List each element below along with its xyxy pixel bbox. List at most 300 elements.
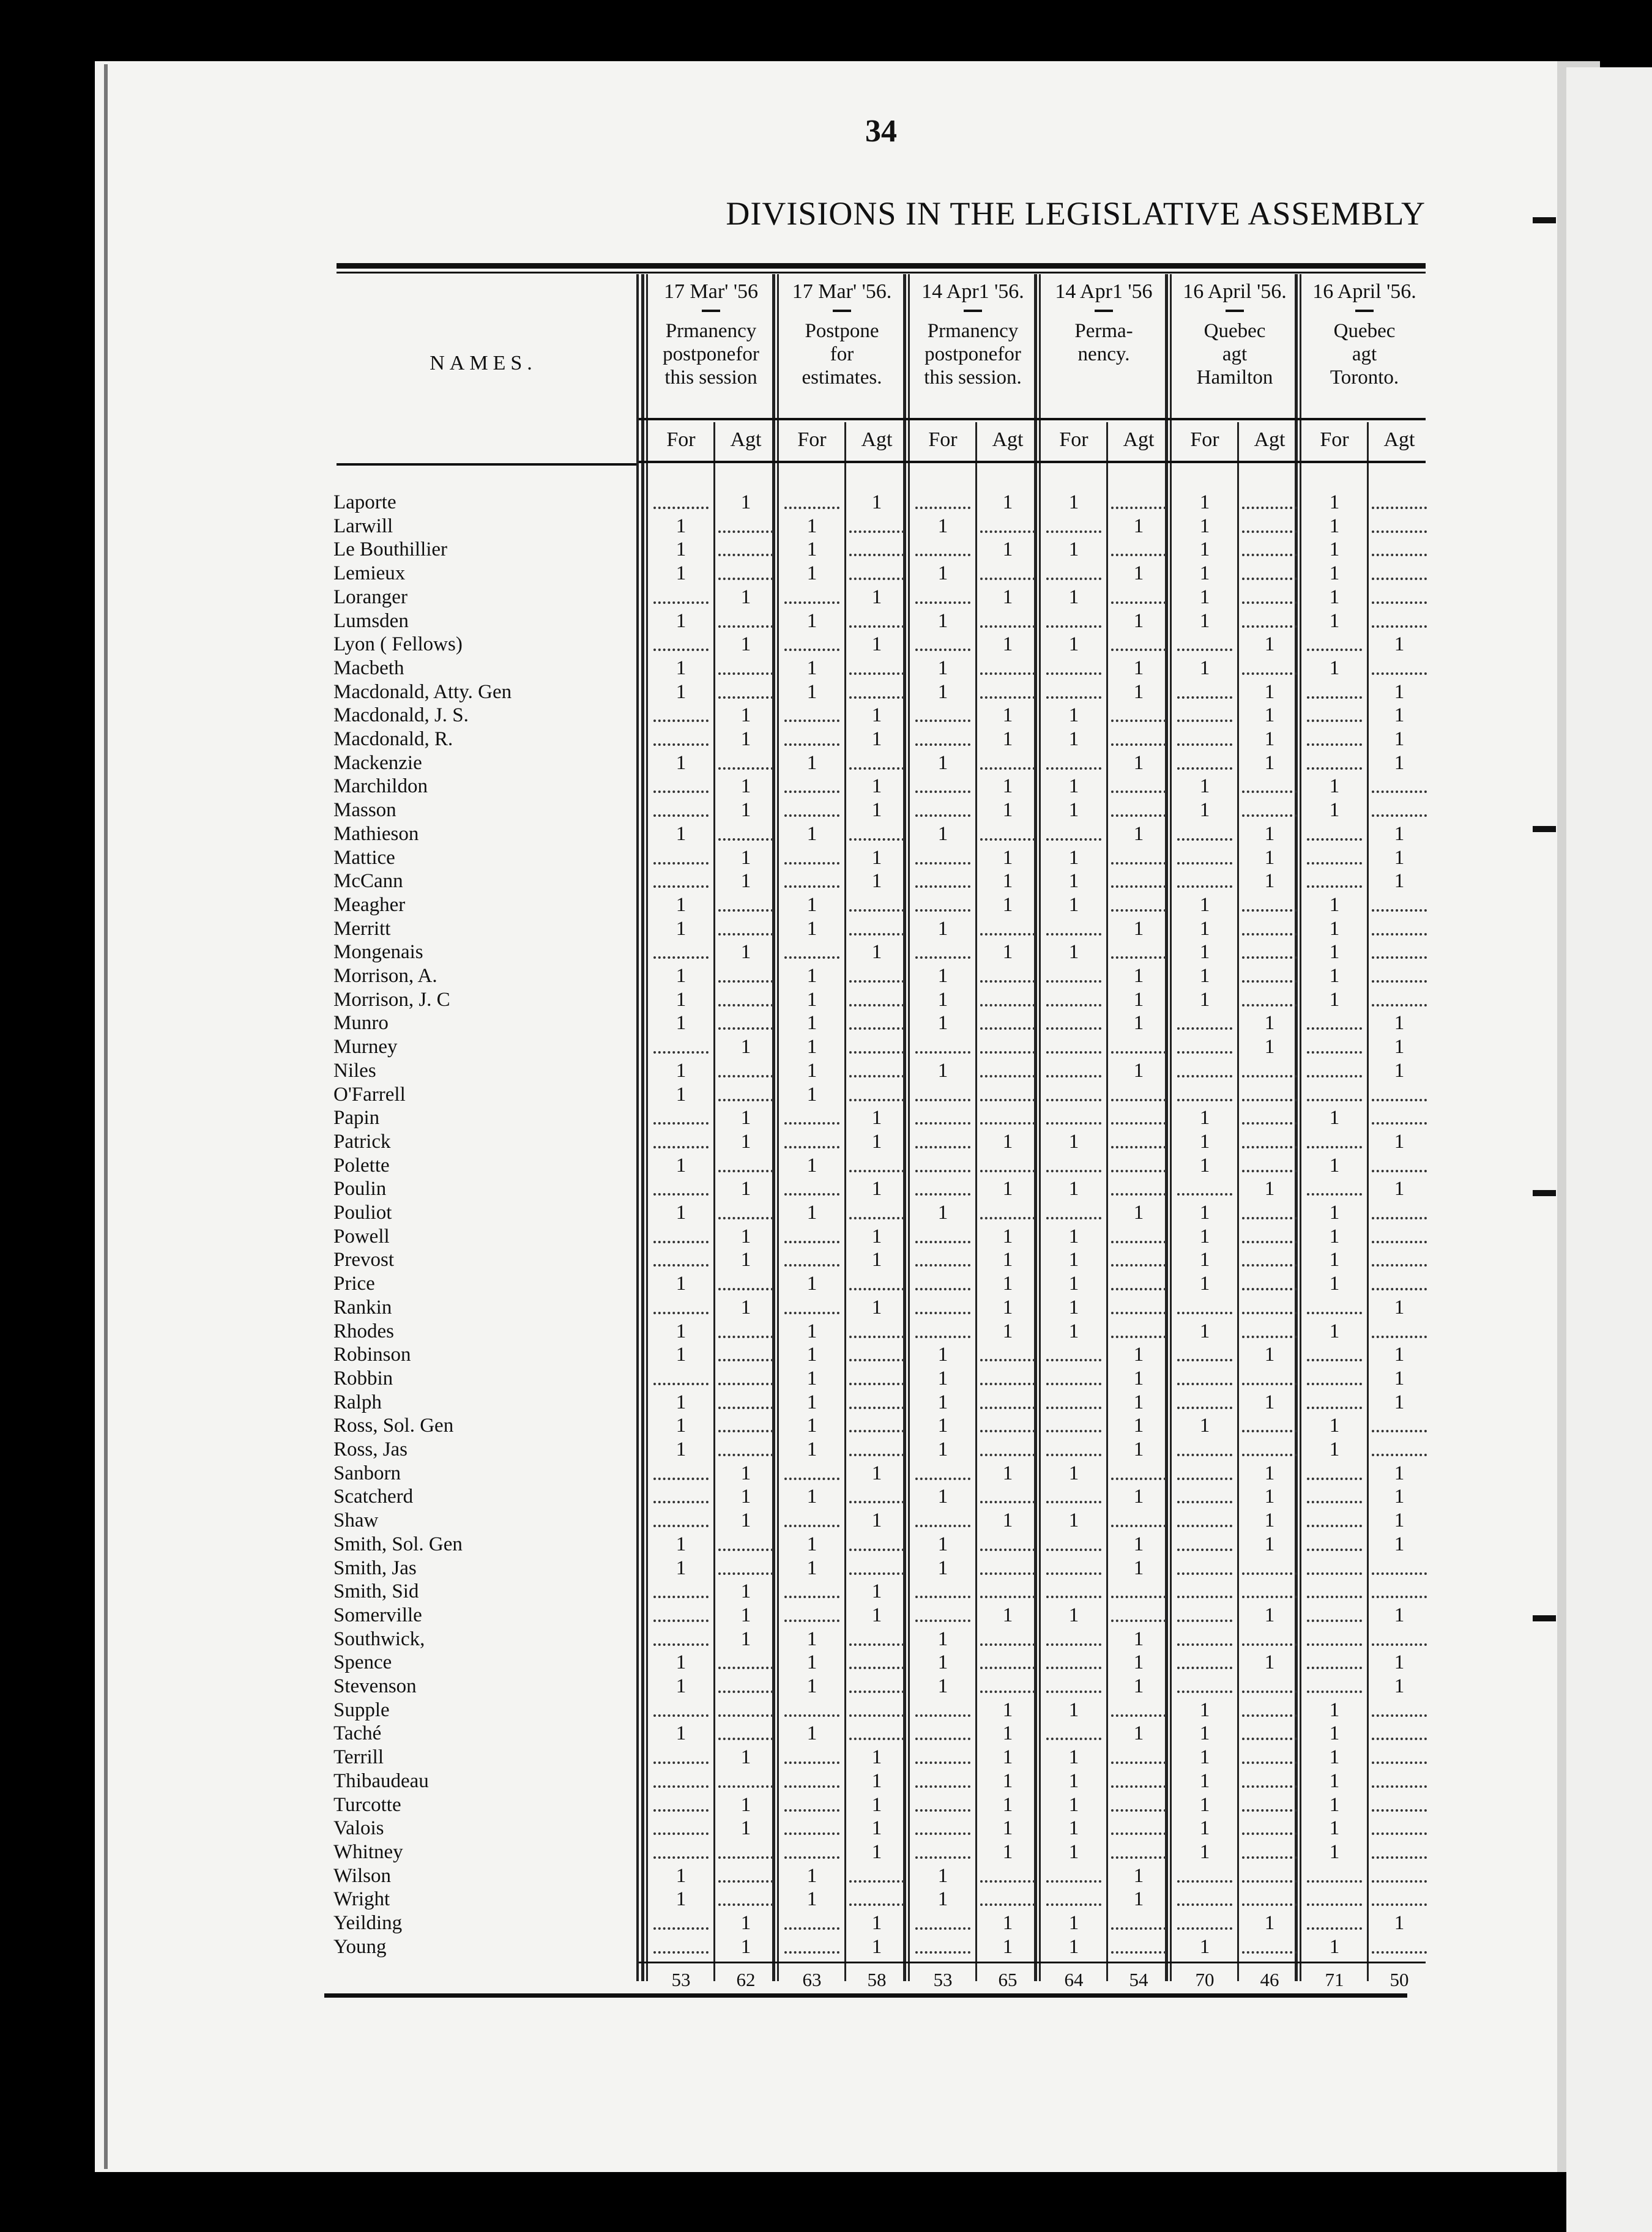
vote-blank [1242, 1580, 1297, 1598]
vote-mark: 1 [675, 1344, 686, 1366]
vote-mark: 1 [806, 1557, 817, 1579]
vote-blank [1111, 1154, 1166, 1172]
member-name [333, 1438, 636, 1461]
vote-blank [1242, 562, 1297, 580]
vote-mark: 1 [806, 988, 817, 1011]
vote-blank [784, 727, 839, 746]
vote-blank [1111, 1462, 1166, 1480]
vote-mark: 1 [806, 1651, 817, 1674]
vote-blank [718, 562, 773, 580]
vote-mark: 1 [1264, 1912, 1275, 1934]
division-motion: Prmanency postponefor this session [663, 320, 759, 389]
agt-header: Agt [1383, 428, 1415, 451]
member-name [333, 586, 636, 609]
vote-blank [915, 1580, 970, 1598]
vote-mark: 1 [937, 515, 948, 537]
group-divider [1300, 274, 1301, 1981]
vote-mark: 1 [1002, 1746, 1013, 1769]
vote-blank [1372, 893, 1427, 912]
vote-blank [1372, 1557, 1427, 1575]
member-name [333, 1177, 636, 1200]
vote-blank [849, 988, 904, 1006]
for-agt-divider [1367, 422, 1369, 1981]
vote-blank [1242, 1438, 1297, 1456]
vote-mark: 1 [1068, 1935, 1079, 1958]
vote-mark: 1 [1394, 870, 1405, 893]
vote-mark: 1 [740, 1793, 751, 1816]
for-header: For [1320, 428, 1349, 451]
adjacent-page-strip [1566, 67, 1652, 2232]
vote-mark: 1 [1068, 1793, 1079, 1816]
vote-blank [1242, 609, 1297, 628]
vote-blank [1307, 1628, 1362, 1646]
group-divider [646, 274, 648, 1981]
for-agt-divider [713, 422, 715, 1981]
vote-blank [1177, 1059, 1232, 1077]
vote-blank [1307, 822, 1362, 841]
vote-blank [1372, 1793, 1427, 1812]
member-name [333, 798, 636, 822]
vote-blank [915, 1840, 970, 1859]
vote-mark: 1 [1068, 1698, 1079, 1721]
member-name [333, 680, 636, 704]
vote-blank [1046, 1864, 1101, 1883]
vote-mark: 1 [806, 965, 817, 987]
vote-mark: 1 [1002, 1178, 1013, 1200]
vote-mark: 1 [937, 1888, 948, 1911]
vote-mark: 1 [937, 1391, 948, 1413]
vote-mark: 1 [1133, 1415, 1144, 1437]
member-name-text: Lemieux [333, 562, 407, 584]
vote-blank [1111, 940, 1166, 959]
vote-blank [1372, 1580, 1427, 1598]
vote-mark: 1 [1329, 1698, 1340, 1721]
vote-blank [1242, 1698, 1297, 1717]
vote-blank [784, 491, 839, 509]
vote-blank [915, 1272, 970, 1290]
vote-mark: 1 [806, 1083, 817, 1106]
vote-blank [784, 704, 839, 722]
vote-blank [653, 491, 709, 509]
vote-mark: 1 [1394, 1296, 1405, 1319]
subheader-rule [639, 461, 1426, 463]
vote-mark: 1 [1394, 1604, 1405, 1626]
vote-blank [1111, 1817, 1166, 1835]
vote-mark: 1 [740, 1462, 751, 1484]
vote-blank [915, 1604, 970, 1622]
vote-mark: 1 [871, 1840, 882, 1863]
vote-mark: 1 [871, 1580, 882, 1603]
vote-blank [784, 1935, 839, 1954]
member-name [333, 657, 636, 680]
vote-blank [915, 1248, 970, 1267]
vote-blank [1177, 1462, 1232, 1480]
vote-blank [1111, 704, 1166, 722]
vote-blank [1046, 964, 1101, 983]
header-dash [1226, 310, 1244, 312]
vote-blank [1242, 964, 1297, 983]
vote-blank [980, 562, 1035, 580]
vote-mark: 1 [871, 1746, 882, 1769]
vote-mark: 1 [740, 1580, 751, 1603]
vote-blank [718, 1675, 773, 1693]
vote-blank [1046, 1628, 1101, 1646]
vote-blank [915, 1509, 970, 1527]
vote-mark: 1 [1002, 1817, 1013, 1840]
vote-blank [1111, 1177, 1166, 1196]
vote-mark: 1 [740, 1935, 751, 1958]
vote-blank [784, 1580, 839, 1598]
vote-blank [915, 1722, 970, 1740]
vote-mark: 1 [1264, 1651, 1275, 1674]
vote-blank [1177, 1438, 1232, 1456]
vote-blank [980, 1414, 1035, 1432]
vote-blank [915, 869, 970, 888]
vote-mark: 1 [1394, 822, 1405, 845]
vote-blank [1307, 1343, 1362, 1361]
member-name-text: Wilson [333, 1865, 393, 1887]
vote-mark: 1 [871, 1462, 882, 1484]
vote-blank [1177, 1557, 1232, 1575]
member-name [333, 775, 636, 798]
vote-blank [1177, 1675, 1232, 1693]
vote-mark: 1 [871, 1817, 882, 1840]
vote-mark: 1 [806, 1722, 817, 1745]
vote-mark: 1 [675, 1273, 686, 1295]
member-name [333, 1201, 636, 1224]
vote-blank [653, 1130, 709, 1148]
vote-mark: 1 [1264, 1533, 1275, 1555]
group-divider [641, 274, 644, 1981]
vote-mark: 1 [675, 1438, 686, 1460]
vote-blank [718, 1769, 773, 1788]
vote-mark: 1 [1068, 1769, 1079, 1792]
vote-mark: 1 [1199, 1840, 1210, 1863]
vote-blank [849, 1675, 904, 1693]
vote-blank [718, 609, 773, 628]
member-name [333, 1509, 636, 1532]
agt-header: Agt [730, 428, 762, 451]
vote-blank [1242, 491, 1297, 509]
member-name [333, 988, 636, 1011]
member-name [333, 1367, 636, 1390]
member-name [333, 1533, 636, 1556]
vote-mark: 1 [675, 1557, 686, 1579]
vote-blank [718, 1083, 773, 1101]
vote-blank [718, 1343, 773, 1361]
division-motion: Quebec agt Hamilton [1196, 320, 1273, 389]
group-divider [1170, 274, 1172, 1981]
member-name-text: Meagher [333, 894, 407, 916]
vote-blank [915, 1698, 970, 1717]
for-header: For [1059, 428, 1088, 451]
vote-blank [980, 1864, 1035, 1883]
vote-blank [1242, 1367, 1297, 1385]
page-number: 34 [865, 114, 897, 149]
vote-mark: 1 [871, 1769, 882, 1792]
vote-blank [784, 940, 839, 959]
vote-blank [653, 704, 709, 722]
vote-blank [1177, 1485, 1232, 1503]
vote-mark: 1 [675, 917, 686, 940]
member-name [333, 1817, 636, 1840]
vote-mark: 1 [1394, 1130, 1405, 1153]
vote-blank [1372, 775, 1427, 793]
vote-mark: 1 [806, 751, 817, 774]
vote-mark: 1 [740, 941, 751, 964]
vote-blank [1177, 1604, 1232, 1622]
vote-mark: 1 [1133, 917, 1144, 940]
vote-mark: 1 [1002, 1840, 1013, 1863]
vote-mark: 1 [1264, 1486, 1275, 1508]
member-name-text: Macdonald, J. S. [333, 704, 471, 726]
member-name-text: Lyon ( Fellows) [333, 633, 465, 655]
division-header [1300, 280, 1429, 389]
vote-blank [980, 822, 1035, 841]
vote-mark: 1 [740, 586, 751, 608]
vote-blank [1111, 1911, 1166, 1930]
for-agt-divider [975, 422, 977, 1981]
vote-mark: 1 [1394, 1367, 1405, 1389]
member-name-text: Taché [333, 1722, 384, 1744]
vote-mark: 1 [1133, 965, 1144, 987]
vote-blank [1372, 586, 1427, 604]
vote-blank [653, 1746, 709, 1764]
vote-blank [784, 1840, 839, 1859]
vote-mark: 1 [1199, 1817, 1210, 1840]
vote-blank [980, 1533, 1035, 1551]
vote-blank [849, 893, 904, 912]
vote-mark: 1 [675, 657, 686, 679]
vote-mark: 1 [1394, 751, 1405, 774]
vote-mark: 1 [1133, 515, 1144, 537]
names-column-header: NAMES. [430, 352, 537, 374]
vote-mark: 1 [740, 1036, 751, 1058]
vote-mark: 1 [806, 1154, 817, 1177]
top-rule-thin [337, 272, 1426, 273]
vote-mark: 1 [871, 1225, 882, 1248]
vote-blank [980, 1391, 1035, 1409]
member-name [333, 1935, 636, 1959]
column-total: 58 [867, 1969, 887, 1990]
vote-mark: 1 [1068, 870, 1079, 893]
vote-mark: 1 [1133, 1059, 1144, 1082]
vote-mark: 1 [1329, 538, 1340, 561]
vote-mark: 1 [1394, 1509, 1405, 1532]
vote-mark: 1 [1329, 609, 1340, 632]
vote-mark: 1 [1133, 1533, 1144, 1555]
vote-blank [849, 538, 904, 556]
vote-blank [653, 1509, 709, 1527]
vote-mark: 1 [1199, 941, 1210, 964]
vote-blank [849, 1391, 904, 1409]
vote-blank [980, 1367, 1035, 1385]
vote-blank [1046, 1367, 1101, 1385]
vote-blank [1046, 1438, 1101, 1456]
vote-blank [1307, 1533, 1362, 1551]
member-name [333, 1059, 636, 1082]
running-head: DIVISIONS IN THE LEGISLATIVE ASSEMBLY [726, 195, 1426, 232]
header-rule [639, 418, 1426, 420]
vote-mark: 1 [1133, 1438, 1144, 1460]
vote-blank [718, 988, 773, 1006]
vote-mark: 1 [1199, 1249, 1210, 1271]
vote-blank [1046, 1557, 1101, 1575]
vote-blank [1372, 1628, 1427, 1646]
vote-blank [1372, 515, 1427, 533]
vote-mark: 1 [937, 562, 948, 585]
vote-blank [1307, 1604, 1362, 1622]
division-header [1170, 280, 1300, 389]
vote-mark: 1 [740, 728, 751, 750]
vote-blank [1046, 1154, 1101, 1172]
vote-mark: 1 [871, 1130, 882, 1153]
vote-blank [1046, 988, 1101, 1006]
vote-blank [1307, 1864, 1362, 1883]
vote-mark: 1 [1068, 1320, 1079, 1342]
vote-mark: 1 [1133, 562, 1144, 585]
vote-blank [980, 515, 1035, 533]
vote-blank [1307, 1888, 1362, 1906]
vote-blank [1307, 1580, 1362, 1598]
vote-blank [653, 727, 709, 746]
vote-mark: 1 [1394, 1462, 1405, 1484]
member-name-text: Turcotte [333, 1794, 404, 1816]
vote-mark: 1 [1068, 1912, 1079, 1934]
member-name [333, 1083, 636, 1106]
vote-blank [1242, 586, 1297, 604]
member-name [333, 1746, 636, 1769]
member-name [333, 1225, 636, 1248]
vote-blank [1307, 1651, 1362, 1669]
member-name [333, 704, 636, 727]
vote-blank [1177, 1083, 1232, 1101]
member-name-text: Mattice [333, 847, 398, 869]
vote-blank [1046, 1888, 1101, 1906]
vote-blank [1307, 1011, 1362, 1030]
vote-blank [849, 1320, 904, 1338]
vote-blank [1111, 1746, 1166, 1764]
vote-blank [1307, 1059, 1362, 1077]
vote-mark: 1 [806, 1888, 817, 1911]
vote-blank [1111, 1509, 1166, 1527]
agt-header: Agt [992, 428, 1024, 451]
vote-blank [1177, 1864, 1232, 1883]
vote-blank [1242, 1296, 1297, 1314]
member-name [333, 1840, 636, 1864]
vote-mark: 1 [1199, 1130, 1210, 1153]
vote-mark: 1 [937, 657, 948, 679]
vote-blank [1307, 1177, 1362, 1196]
column-total: 53 [933, 1969, 953, 1990]
vote-blank [653, 586, 709, 604]
vote-blank [1046, 1722, 1101, 1740]
vote-blank [784, 1248, 839, 1267]
vote-blank [1111, 1248, 1166, 1267]
member-name-text: Mongenais [333, 941, 426, 963]
vote-mark: 1 [806, 657, 817, 679]
member-name [333, 1343, 636, 1366]
vote-blank [1046, 1391, 1101, 1409]
vote-blank [653, 775, 709, 793]
member-name-text: Somerville [333, 1604, 425, 1626]
vote-blank [1046, 1580, 1101, 1598]
vote-blank [915, 1035, 970, 1054]
vote-blank [1177, 1011, 1232, 1030]
vote-mark: 1 [1002, 799, 1013, 822]
member-name-text: O'Farrell [333, 1084, 408, 1106]
vote-blank [1111, 1106, 1166, 1125]
vote-blank [718, 1840, 773, 1859]
division-header [908, 280, 1038, 389]
vote-blank [1242, 1557, 1297, 1575]
vote-blank [915, 1793, 970, 1812]
vote-blank [849, 1272, 904, 1290]
vote-blank [1046, 1059, 1101, 1077]
vote-mark: 1 [1199, 799, 1210, 822]
vote-mark: 1 [1002, 846, 1013, 869]
vote-mark: 1 [675, 893, 686, 916]
vote-blank [1307, 1462, 1362, 1480]
vote-mark: 1 [1002, 1769, 1013, 1792]
vote-blank [784, 633, 839, 651]
vote-blank [849, 1651, 904, 1669]
table-left-border [636, 274, 639, 1981]
vote-blank [1177, 1367, 1232, 1385]
vote-mark: 1 [1329, 775, 1340, 798]
vote-blank [1372, 798, 1427, 817]
member-name [333, 633, 636, 656]
vote-mark: 1 [937, 1675, 948, 1697]
vote-mark: 1 [1068, 633, 1079, 656]
member-name [333, 1011, 636, 1035]
member-name-text: Ross, Sol. Gen [333, 1415, 456, 1437]
vote-mark: 1 [1133, 1864, 1144, 1887]
vote-blank [849, 1888, 904, 1906]
vote-mark: 1 [1133, 680, 1144, 703]
vote-mark: 1 [1264, 1036, 1275, 1058]
vote-mark: 1 [937, 1202, 948, 1224]
member-name-text: Pouliot [333, 1202, 394, 1224]
member-name-text: Laporte [333, 491, 399, 513]
vote-blank [915, 1320, 970, 1338]
vote-mark: 1 [1329, 1415, 1340, 1437]
vote-mark: 1 [1133, 1344, 1144, 1366]
vote-blank [1046, 657, 1101, 675]
vote-mark: 1 [1394, 1675, 1405, 1697]
vote-mark: 1 [740, 1509, 751, 1532]
vote-mark: 1 [675, 609, 686, 632]
vote-blank [1242, 1154, 1297, 1172]
member-name [333, 869, 636, 893]
vote-blank [718, 917, 773, 936]
agt-header: Agt [861, 428, 893, 451]
vote-mark: 1 [806, 609, 817, 632]
vote-blank [1177, 1177, 1232, 1196]
vote-blank [1242, 893, 1297, 912]
vote-blank [915, 798, 970, 817]
vote-blank [653, 1485, 709, 1503]
vote-blank [1111, 1793, 1166, 1812]
vote-mark: 1 [1264, 1462, 1275, 1484]
vote-blank [718, 515, 773, 533]
vote-blank [1046, 609, 1101, 628]
vote-mark: 1 [1133, 1651, 1144, 1674]
member-name [333, 1272, 636, 1295]
vote-mark: 1 [740, 704, 751, 727]
vote-blank [718, 1557, 773, 1575]
vote-blank [1372, 988, 1427, 1006]
